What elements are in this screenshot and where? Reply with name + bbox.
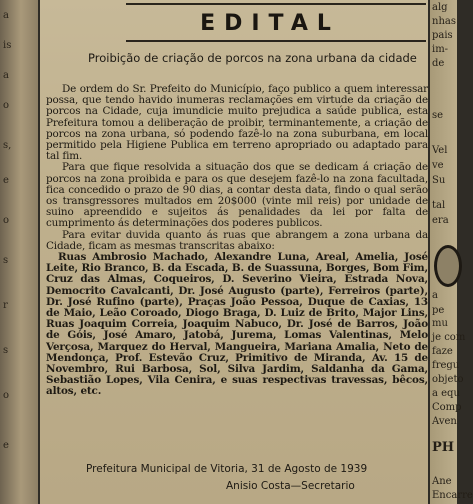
top-rule <box>126 3 426 5</box>
paragraph-1: De ordem do Sr. Prefeito do Município, faço publico a quem interessar possa, que tendo havido inumeras reclamações em virtude da criação de porcos na Cidade, cuja imundicie muito prejudica a saúde publica, esta Prefeitura tomou a deliberação de proibir, terminantemente, a criação de porcos na zona urbana, só podendo fazê-lo na zona suburbana, em local permitido pela Higiene Publica em terreno apropriado ou adaptado para tal fim. <box>46 83 428 163</box>
right-fragment: mu <box>432 318 448 329</box>
article-title: EDITAL <box>200 11 340 36</box>
right-fragment: era <box>432 215 449 226</box>
gear-illustration <box>434 245 462 287</box>
right-fragment: se <box>432 110 444 121</box>
left-fragment: e <box>3 175 9 186</box>
paragraph-2: Para que fique resolvida a situação dos que se dedicam á criação de porcos na zona proibida e para os que desejem fazê-lo na zona facultada, fica concedido o prazo de 90 dias, a contar desta data, findo o qual serão os transgressores multados em 20$000 (vinte mil reis) por unidade de suino apreendido e sujeitos ás penalidades da lei por falta de cumprimento ás determinações dos poderes publicos. <box>46 161 428 230</box>
right-fragment: fregu <box>432 360 460 371</box>
right-fragment: im- <box>432 44 449 55</box>
right-fragment: Encarre <box>432 490 473 501</box>
left-page-margin <box>0 0 38 504</box>
street-list: Ruas Ambrosio Machado, Alexandre Luna, Areal, Amelia, José Leite, Rio Branco, B. da Escada, B. de Suassuna, Borges, Bom Fim, Cruz das Almas, Coqueiros, D. Severino Vieira, Estrada Nova, Democrito Cavalcanti, Dr. José Augusto (parte), Ferreiros (parte), Dr. José Rufino (parte), Praças João Pessoa, Duque de Caxias, 13 de Maio, Leão Coroado, Diogo Braga, D. Luiz de Brito, Major Lins, Ruas Joaquim Correia, Joaquim Nabuco, Dr. José de Barros, João de Góis, José Amaro, Jatobá, Jurema, Lomas Valentinas, Melo Verçosa, Marquez do Herval, Mangueira, Mariana Amalia, Neto de Mendonça, Prof. Estevão Cruz, Primitivo de Miranda, Av. 15 de Novembro, Rui Barbosa, Sol, Silva Jardim, Saldanha da Gama, Sebastião Lopes, Vila Cenira, e suas respectivas travessas, bêcos, altos, etc. <box>46 251 428 398</box>
right-fragment: je com <box>432 332 466 343</box>
article-body <box>46 84 428 398</box>
paragraph-3: Para evitar duvida quanto ás ruas que abrangem a zona urbana da Cidade, ficam as mesmas transcritas abaixo: <box>46 228 428 252</box>
right-fragment: Vel <box>432 145 448 156</box>
right-fragment: pe <box>432 305 445 316</box>
right-fragment: PH <box>432 440 455 455</box>
right-fragment: nhas <box>432 16 456 27</box>
right-fragment: Comp <box>432 402 462 413</box>
left-fragment: a <box>3 70 9 81</box>
right-fragment: alg <box>432 2 448 13</box>
right-fragment: de <box>432 58 445 69</box>
article-subtitle: Proibição de criação de porcos na zona urbana da cidade <box>88 51 417 65</box>
newspaper-column <box>40 0 428 504</box>
title-rule <box>126 40 426 42</box>
left-fragment: o <box>3 215 10 226</box>
right-fragment: Ane <box>432 476 452 487</box>
left-fragment: e <box>3 440 9 451</box>
left-fragment: o <box>3 100 10 111</box>
right-fragment: pais <box>432 30 453 41</box>
right-fragment: a equ <box>432 388 460 399</box>
left-fragment: s <box>3 345 9 356</box>
right-fragment: Aven <box>432 416 457 427</box>
right-fragment: a <box>432 290 438 301</box>
right-fragment: ve <box>432 160 444 171</box>
left-fragment: o <box>3 390 10 401</box>
right-page-margin <box>430 0 473 504</box>
left-fragment: s <box>3 255 9 266</box>
right-fragment: faze <box>432 346 453 357</box>
left-fragment: is <box>3 40 12 51</box>
dateline: Prefeitura Municipal de Vitoria, 31 de Agosto de 1939 <box>86 463 368 475</box>
left-fragment: r <box>3 300 8 311</box>
right-fragment: Su <box>432 175 446 186</box>
right-fragment: objeto <box>432 374 464 385</box>
signature: Anisio Costa—Secretario <box>226 480 355 492</box>
left-fragment: s, <box>3 140 12 151</box>
right-fragment: tal <box>432 200 446 211</box>
left-fragment: a <box>3 10 9 21</box>
